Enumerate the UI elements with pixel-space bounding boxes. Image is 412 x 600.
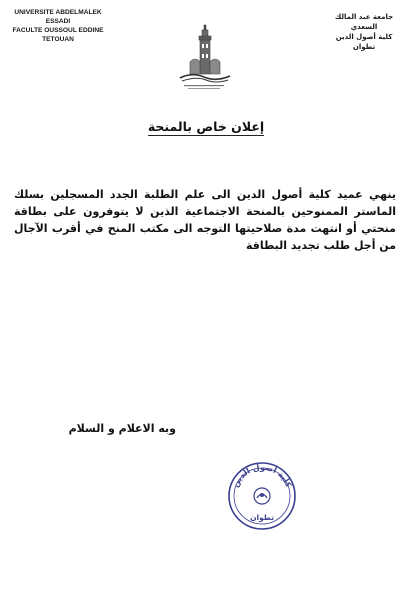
header-university-ar: [324, 12, 404, 52]
university-emblem-icon: [254, 488, 270, 504]
stamp-top-text: كلية أصول الدين: [230, 462, 294, 489]
closing-line: وبه الاعلام و السلام: [68, 422, 176, 435]
header-left-line-3: TETOUAN: [42, 36, 74, 43]
header-left-line-2: FACULTE OUSSOUL EDDINE: [12, 27, 104, 34]
header-right-line-2: كلية أصول الدين: [335, 33, 393, 41]
faculty-stamp: [226, 460, 298, 532]
minaret-logo-icon: [172, 22, 236, 94]
announcement-body: ينهي عميد كلية أصول الدين الى علم الطلبة الجدد المسجلين بسلك الماستر الممنوحين بالمنحة الاجتماعية الذين لا يتوفرون على بطاقة منحتي أو انتهت مدة صلاحيتها التوجه الى مكتب المنح في أقرب الآجال من أجل طلب تجديد البطاقة: [14, 188, 396, 252]
page-title: [0, 116, 412, 135]
header-left-line-1: UNIVERSITE ABDELMALEK ESSADI: [14, 9, 102, 25]
page-title-text: إعلان خاص بالمنحة: [147, 119, 265, 134]
header-university-fr: [4, 8, 112, 44]
stamp-bottom-text: تطوان: [250, 513, 274, 522]
header-right-line-1: جامعة عبد المالك السعدي: [334, 13, 394, 31]
header-right-line-3: تطوان: [352, 43, 376, 51]
svg-text:كلية أصول الدين: [231, 463, 294, 489]
